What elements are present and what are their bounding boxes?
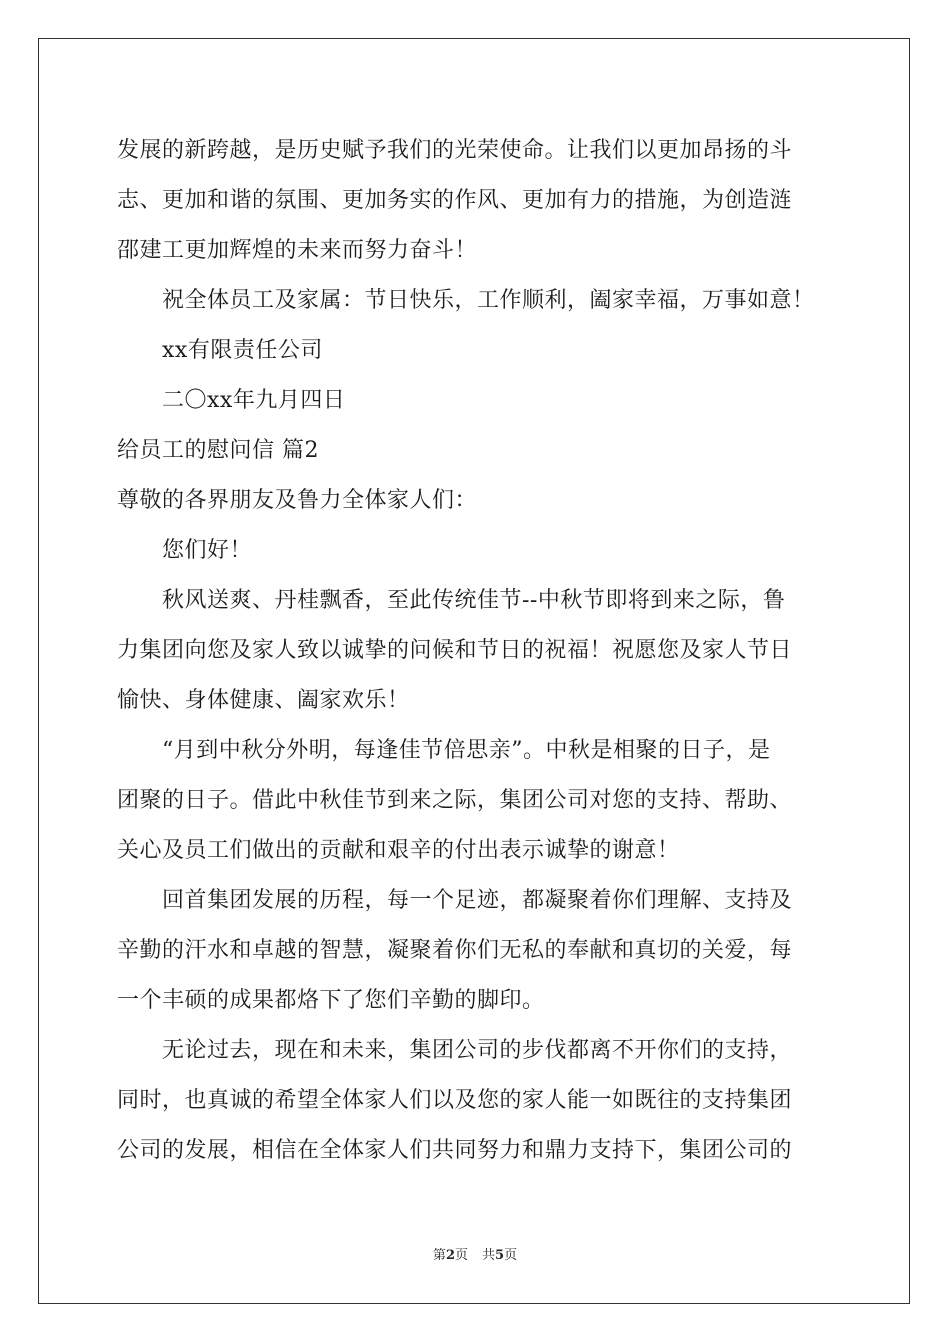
- text-line: 无论过去，现在和未来，集团公司的步伐都离不开你们的支持，: [162, 1038, 793, 1063]
- page-prefix: 第: [432, 1248, 446, 1263]
- text-line: 秋风送爽、丹桂飘香，至此传统佳节--中秋节即将到来之际，鲁: [162, 588, 786, 613]
- text-line: 公司的发展，相信在全体家人们共同努力和鼎力支持下，集团公司的: [117, 1138, 793, 1163]
- total-suffix: 页: [504, 1248, 518, 1263]
- text-line: 志、更加和谐的氛围、更加务实的作风、更加有力的措施，为创造涟: [117, 188, 793, 213]
- greeting: 您们好！: [162, 538, 253, 563]
- text-line: 关心及员工们做出的贡献和艰辛的付出表示诚挚的谢意！: [117, 838, 680, 863]
- signature-company: xx有限责任公司: [162, 338, 323, 363]
- text-line: 力集团向您及家人致以诚挚的问候和节日的祝福！祝愿您及家人节日: [117, 638, 793, 663]
- text-line: 辛勤的汗水和卓越的智慧，凝聚着你们无私的奉献和真切的关爱，每: [117, 938, 793, 963]
- page-suffix: 页: [454, 1248, 468, 1263]
- text-line: 邵建工更加辉煌的未来而努力奋斗！: [117, 238, 478, 263]
- greeting-wish: 祝全体员工及家属：节日快乐，工作顺利，阖家幸福，万事如意！: [162, 288, 815, 313]
- text-line: 发展的新跨越，是历史赋予我们的光荣使命。让我们以更加昂扬的斗: [117, 138, 793, 163]
- document-body: [117, 126, 837, 1176]
- section-title: 给员工的慰问信 篇2: [117, 438, 319, 463]
- text-line: 同时，也真诚的希望全体家人们以及您的家人能一如既往的支持集团: [117, 1088, 793, 1113]
- text-line: 愉快、身体健康、阖家欢乐！: [117, 688, 410, 713]
- page-total: 5: [495, 1248, 505, 1263]
- total-prefix: 共: [482, 1248, 496, 1263]
- salutation: 尊敬的各界朋友及鲁力全体家人们：: [117, 488, 478, 513]
- signature-date: 二〇xx年九月四日: [162, 388, 346, 413]
- text-line: 回首集团发展的历程，每一个足迹，都凝聚着你们理解、支持及: [162, 888, 793, 913]
- text-line: 一个丰硕的成果都烙下了您们辛勤的脚印。: [117, 988, 545, 1013]
- text-line: 团聚的日子。借此中秋佳节到来之际，集团公司对您的支持、帮助、: [117, 788, 793, 813]
- page-current: 2: [445, 1248, 455, 1263]
- text-line: “月到中秋分外明，每逢佳节倍思亲”。中秋是相聚的日子，是: [162, 738, 771, 763]
- page-footer: [0, 1248, 950, 1264]
